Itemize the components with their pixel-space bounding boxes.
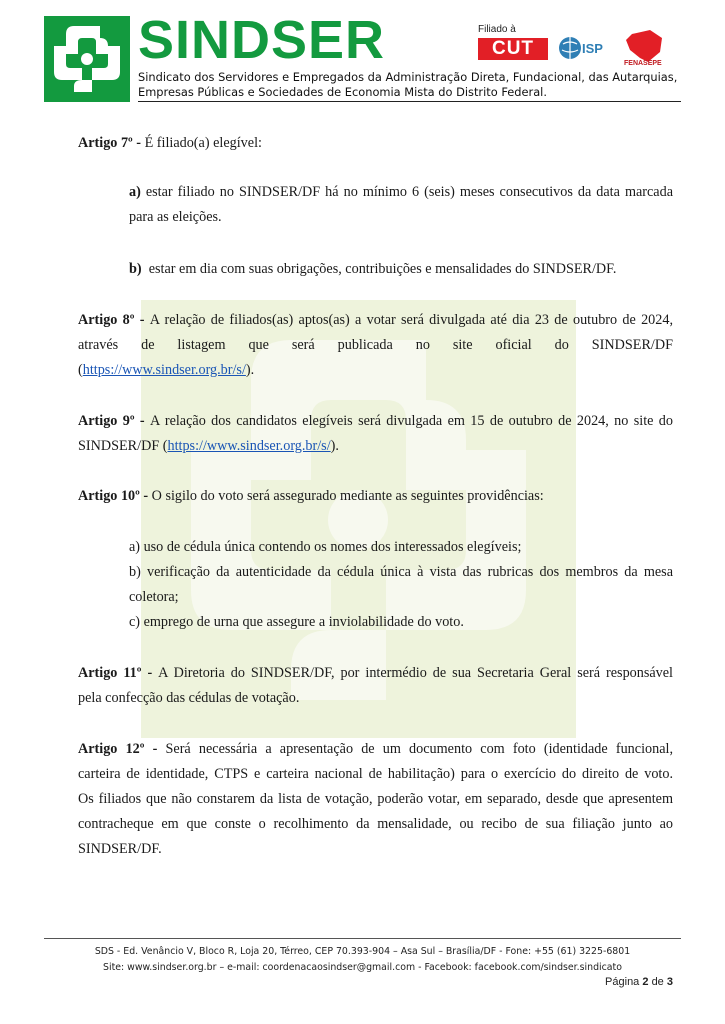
article-7-item-a-line-1 bbox=[129, 180, 673, 205]
sindser-emblem-icon bbox=[44, 16, 130, 102]
article-8-line-1: Artigo 8º - A relação de filiados(as) aptos(as) a votar será divulgada até dia 23 de outubro de 2024, bbox=[78, 312, 673, 328]
article-7-item-a-label: a) bbox=[129, 184, 141, 200]
article-12-line-2: carteira de identidade, CTPS e carteira nacional de habilitação) para o exercício do direito de voto. bbox=[78, 766, 673, 782]
article-9-line-2 bbox=[78, 434, 673, 459]
article-9-after-link: ). bbox=[330, 438, 339, 454]
article-8-text-1: A relação de filiados(as) aptos(as) a votar será divulgada até dia 23 de outubro de 2024, bbox=[149, 312, 673, 328]
article-7: Artigo 7º - É filiado(a) elegível: bbox=[78, 135, 262, 151]
affiliation-label: Filiado à bbox=[478, 24, 516, 35]
article-12-line-1: Artigo 12º - Será necessária a apresentação de um documento com foto (identidade funcional, bbox=[78, 741, 673, 757]
article-8-line-2: através de listagem que será publicada no site oficial do SINDSER/DF bbox=[78, 337, 673, 353]
article-11-line-2: pela confecção das cédulas de votação. bbox=[78, 690, 300, 706]
isp-logo-text: ISP bbox=[582, 41, 603, 56]
article-7-item-b-label: b) bbox=[129, 261, 142, 277]
article-11-line-1: Artigo 11º - A Diretoria do SINDSER/DF, por intermédio de sua Secretaria Geral será responsável bbox=[78, 665, 673, 681]
brand-subtitle-line-1: Sindicato dos Servidores e Empregados da Administração Direta, Fundacional, das Autarquias, bbox=[138, 70, 678, 84]
isp-globe-icon bbox=[558, 34, 618, 62]
brazil-map-icon bbox=[622, 28, 668, 66]
page-number bbox=[605, 976, 673, 988]
page-of: de bbox=[651, 976, 664, 988]
article-8-link[interactable]: https://www.sindser.org.br/s/ bbox=[82, 362, 246, 378]
article-12-line-4: contracheque em que conste o recolhimento da mensalidade, ou recibo de sua filiação junto ao bbox=[78, 816, 673, 832]
article-8-line-3: (https://www.sindser.org.br/s/). bbox=[78, 362, 255, 378]
footer-contacts: Site: www.sindser.org.br – e-mail: coordenacaosindser@gmail.com - Facebook: facebook.com/sindser.sindicato bbox=[103, 962, 622, 973]
brand-subtitle bbox=[138, 70, 677, 100]
article-9-line-1: Artigo 9º - A relação dos candidatos elegíveis será divulgada em 15 de outubro de 2024, no site do bbox=[78, 413, 673, 429]
article-8-label: Artigo 8º bbox=[78, 312, 135, 328]
article-7-label: Artigo 7º bbox=[78, 135, 133, 151]
brand-name: SINDSER bbox=[138, 10, 386, 70]
article-9-line-2-prefix: SINDSER/DF ( bbox=[78, 438, 168, 454]
article-12-line-3: Os filiados que não constarem da lista de votação, poderão votar, em separado, desde que apresentem bbox=[78, 791, 673, 807]
page-total: 3 bbox=[666, 976, 673, 988]
article-7-item-b-text: estar em dia com suas obrigações, contribuições e mensalidades do SINDSER/DF. bbox=[148, 261, 617, 277]
article-10: Artigo 10º - O sigilo do voto será assegurado mediante as seguintes providências: bbox=[78, 488, 544, 504]
page-word: Página bbox=[605, 976, 640, 988]
isp-logo bbox=[558, 34, 618, 62]
article-12-label: Artigo 12º bbox=[78, 741, 145, 757]
article-12-text-1: Será necessária a apresentação de um documento com foto (identidade funcional, bbox=[165, 741, 673, 757]
article-9-text-1: A relação dos candidatos elegíveis será divulgada em 15 de outubro de 2024, no site do bbox=[150, 413, 673, 429]
article-7-item-b bbox=[129, 257, 673, 282]
footer-address: SDS - Ed. Venâncio V, Bloco R, Loja 20, Térreo, CEP 70.393-904 – Asa Sul – Brasília/DF - Fone: +55 (61) 3225-6801 bbox=[94, 946, 631, 957]
article-11-label: Artigo 11º bbox=[78, 665, 142, 681]
footer-divider bbox=[44, 938, 681, 939]
article-7-item-a-line-2: para as eleições. bbox=[129, 209, 222, 225]
sindser-logo bbox=[44, 16, 130, 102]
fenasepe-logo bbox=[622, 28, 668, 66]
page-current: 2 bbox=[642, 976, 649, 988]
header-divider bbox=[138, 101, 681, 102]
fenasepe-logo-text: FENASEPE bbox=[624, 60, 662, 66]
article-7-item-a-text: estar filiado no SINDSER/DF há no mínimo 6 (seis) meses consecutivos da data marcada bbox=[145, 184, 673, 200]
article-10-item-b-line-1: b) verificação da autenticidade da cédula única à vista das rubricas dos membros da mesa bbox=[129, 564, 673, 580]
article-10-label: Artigo 10º bbox=[78, 488, 140, 504]
cut-logo: CUT bbox=[478, 38, 548, 60]
article-10-item-c: c) emprego de urna que assegure a inviolabilidade do voto. bbox=[129, 614, 464, 630]
article-7-text: É filiado(a) elegível: bbox=[144, 135, 262, 151]
article-10-item-b-line-2: coletora; bbox=[129, 589, 179, 605]
article-9-label: Artigo 9º bbox=[78, 413, 135, 429]
brand-subtitle-line-2: Empresas Públicas e Sociedades de Economia Mista do Distrito Federal. bbox=[138, 85, 547, 99]
article-12-line-5: SINDSER/DF. bbox=[78, 841, 162, 857]
article-8-after-link: ). bbox=[245, 362, 255, 378]
article-10-text: O sigilo do voto será assegurado mediante as seguintes providências: bbox=[151, 488, 544, 504]
article-10-item-a: a) uso de cédula única contendo os nomes dos interessados elegíveis; bbox=[129, 539, 522, 555]
article-9-link[interactable]: https://www.sindser.org.br/s/ bbox=[167, 438, 331, 454]
article-11-text-1: A Diretoria do SINDSER/DF, por intermédio de sua Secretaria Geral será responsável bbox=[158, 665, 673, 681]
